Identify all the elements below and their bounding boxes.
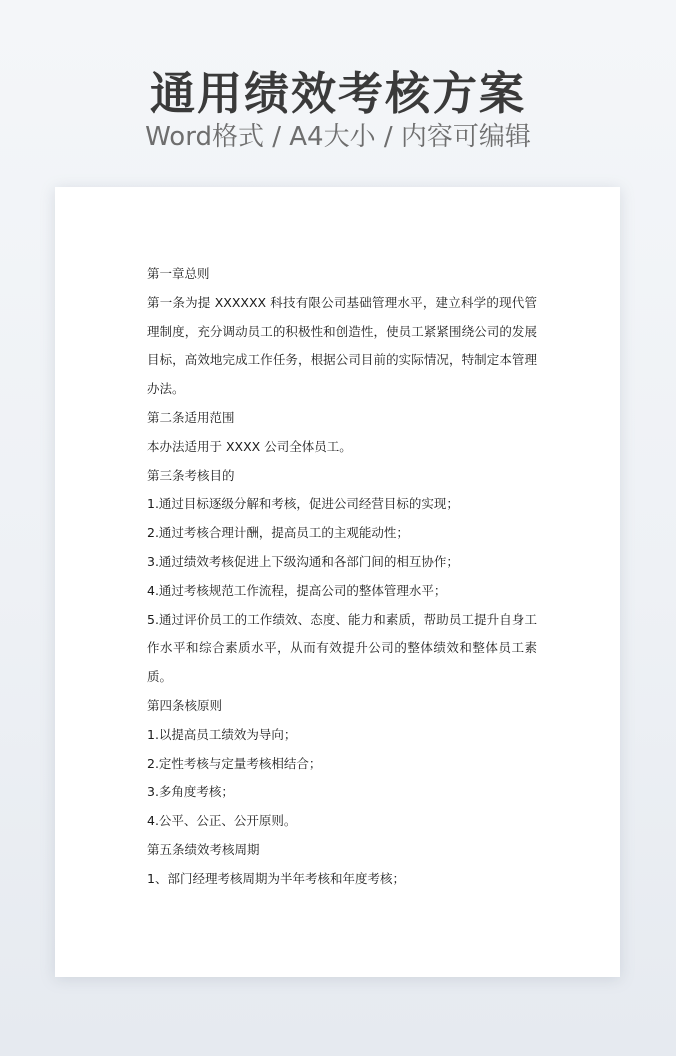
page-title: 通用绩效考核方案	[149, 67, 526, 120]
list-item: 5.通过评价员工的工作绩效、态度、能力和素质，帮助员工提升自身工作水平和综合素质水平，从而有效提升公司的整体绩效和整体员工素质。	[147, 611, 537, 685]
list-item: 1、部门经理考核周期为半年考核和年度考核；	[147, 870, 405, 886]
document-page	[55, 187, 620, 977]
list-item: 1.通过目标逐级分解和考核，促进公司经营目标的实现；	[147, 496, 459, 512]
article-heading: 第五条绩效考核周期	[147, 841, 260, 857]
list-item: 2.通过考核合理计酬，提高员工的主观能动性；	[147, 525, 409, 541]
chapter-heading: 第一章总则	[147, 266, 210, 281]
article-paragraph: 第一条为提 XXXXXX 科技有限公司基础管理水平，建立科学的现代管理制度，充分调动员工的积极性和创造性，使员工紧紧围绕公司的发展目标，高效地完成工作任务，根据公司目前的实际情况，特制定本管理办法。	[147, 294, 537, 397]
article-heading: 第三条考核目的	[147, 467, 235, 483]
page-subtitle: Word格式 / A4大小 / 内容可编辑	[145, 122, 531, 152]
list-item: 3.多角度考核；	[147, 784, 234, 800]
list-item: 4.通过考核规范工作流程，提高公司的整体管理水平；	[147, 582, 447, 598]
list-item: 1.以提高员工绩效为导向；	[147, 726, 297, 742]
list-item: 4.公平、公正、公开原则。	[147, 813, 297, 829]
document-body	[147, 260, 537, 894]
article-paragraph: 本办法适用于 XXXX 公司全体员工。	[147, 438, 352, 454]
article-heading: 第二条适用范围	[147, 409, 235, 425]
list-item: 3.通过绩效考核促进上下级沟通和各部门间的相互协作；	[147, 553, 459, 569]
article-heading: 第四条核原则	[147, 697, 223, 713]
list-item: 2.定性考核与定量考核相结合；	[147, 755, 322, 771]
